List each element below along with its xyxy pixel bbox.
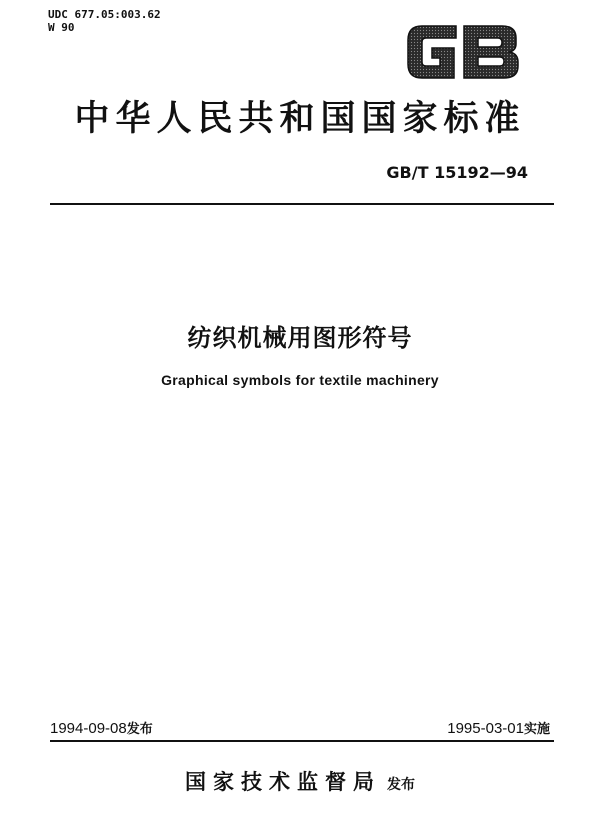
publisher-line xyxy=(0,766,600,796)
gb-logo xyxy=(404,20,522,84)
publisher-name: 国家技术监督局 xyxy=(185,769,381,794)
udc-code: UDC 677.05:003.62 xyxy=(48,8,161,21)
publisher-suffix: 发布 xyxy=(387,777,415,793)
issue-label: 发布 xyxy=(126,721,153,736)
organization-title: 中华人民共和国国家标准 xyxy=(74,98,526,139)
implementation-date-line xyxy=(447,718,550,737)
document-title-english: Graphical symbols for textile machinery xyxy=(161,372,439,388)
header-divider xyxy=(50,203,554,205)
standard-number: GB/T 15192—94 xyxy=(386,163,528,182)
issue-date: 1994-09-08 xyxy=(50,720,127,737)
issue-date-line xyxy=(50,718,153,737)
classification-block xyxy=(48,8,161,34)
implementation-date: 1995-03-01 xyxy=(447,720,524,737)
implementation-label: 实施 xyxy=(523,721,550,736)
document-title-chinese: 纺织机械用图形符号 xyxy=(187,324,413,352)
category-code: W 90 xyxy=(48,21,75,34)
footer-divider xyxy=(50,740,554,742)
